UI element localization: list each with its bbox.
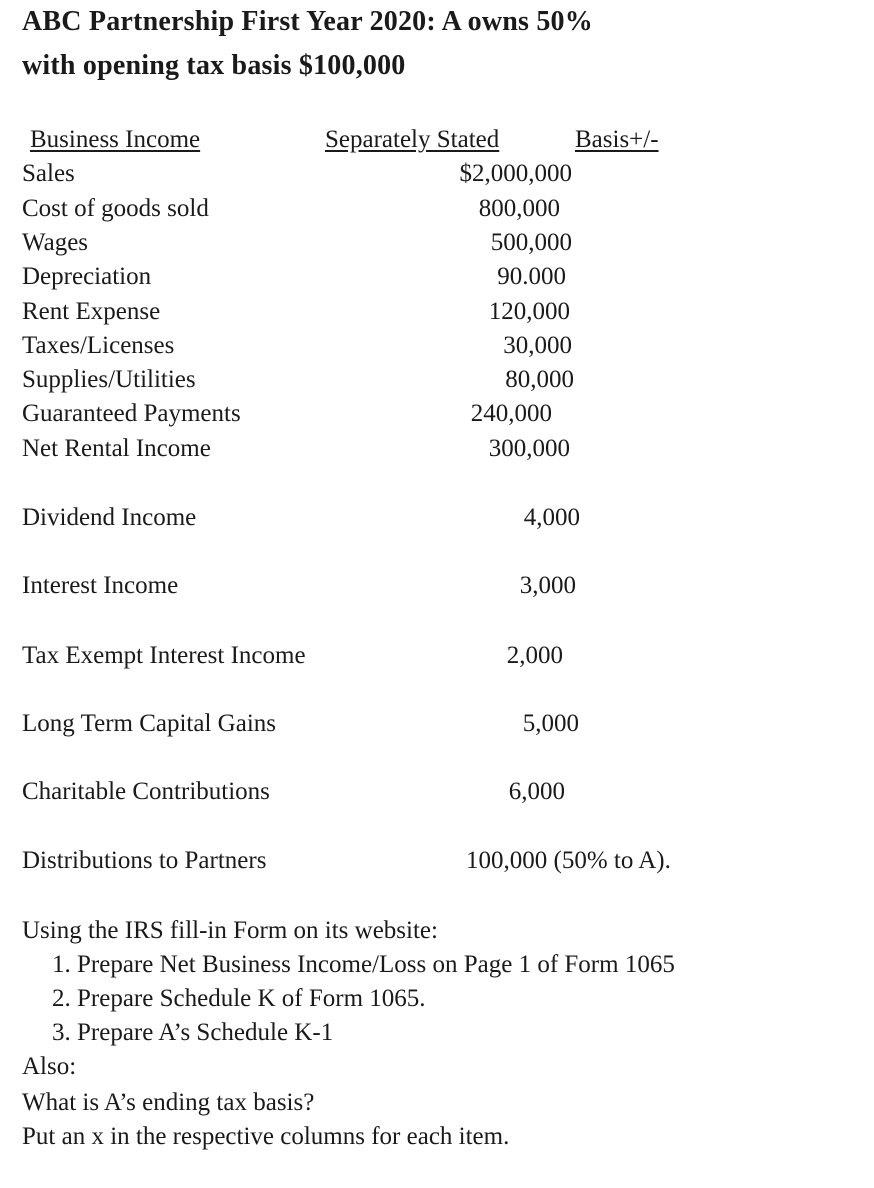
row-value-wages: 500,000	[490, 229, 572, 256]
row-value-charitable-contributions: 6,000	[508, 778, 565, 805]
row-value-supplies-utilities: 80,000	[505, 366, 574, 393]
row-value-long-term-capital-gains: 5,000	[522, 710, 579, 737]
row-label-supplies-utilities: Supplies/Utilities	[22, 366, 196, 393]
instructions-question: What is A’s ending tax basis?	[22, 1089, 315, 1116]
instructions-also: Also:	[22, 1053, 77, 1080]
header-separately-stated: Separately Stated	[325, 126, 500, 153]
row-value-depreciation: 90.000	[497, 263, 566, 290]
row-label-wages: Wages	[22, 229, 89, 256]
row-label-taxes-licenses: Taxes/Licenses	[22, 332, 175, 359]
instruction-item-2: 2. Prepare Schedule K of Form 1065.	[52, 985, 426, 1012]
instructions-note: Put an x in the respective columns for each item.	[22, 1123, 510, 1150]
row-label-cost-of-goods-sold: Cost of goods sold	[22, 195, 209, 222]
page-title-line-1: ABC Partnership First Year 2020: A owns 50%	[22, 6, 593, 37]
row-value-tax-exempt-interest-income: 2,000	[506, 642, 563, 669]
row-label-dividend-income: Dividend Income	[22, 504, 197, 531]
row-label-rent-expense: Rent Expense	[22, 298, 161, 325]
row-label-guaranteed-payments: Guaranteed Payments	[22, 400, 241, 427]
row-value-taxes-licenses: 30,000	[503, 332, 572, 359]
instructions-intro: Using the IRS fill-in Form on its website:	[22, 917, 438, 944]
instruction-item-3: 3. Prepare A’s Schedule K-1	[52, 1019, 334, 1046]
row-label-tax-exempt-interest-income: Tax Exempt Interest Income	[22, 642, 306, 669]
row-label-distributions-to-partners: Distributions to Partners	[22, 847, 267, 874]
row-label-net-rental-income: Net Rental Income	[22, 435, 211, 462]
row-label-sales: Sales	[22, 160, 75, 187]
page-title-line-2: with opening tax basis $100,000	[22, 50, 406, 81]
row-label-charitable-contributions: Charitable Contributions	[22, 778, 270, 805]
row-value-sales: $2,000,000	[459, 160, 572, 187]
row-value-cost-of-goods-sold: 800,000	[478, 195, 560, 222]
instruction-item-1: 1. Prepare Net Business Income/Loss on Page 1 of Form 1065	[52, 951, 675, 978]
row-label-interest-income: Interest Income	[22, 572, 179, 599]
row-value-distributions-to-partners: 100,000 (50% to A).	[466, 847, 671, 874]
row-value-net-rental-income: 300,000	[488, 435, 570, 462]
row-value-rent-expense: 120,000	[488, 298, 570, 325]
row-value-guaranteed-payments: 240,000	[470, 400, 552, 427]
header-business-income: Business Income	[30, 126, 201, 153]
row-label-long-term-capital-gains: Long Term Capital Gains	[22, 710, 276, 737]
header-basis: Basis+/-	[575, 126, 659, 153]
row-value-interest-income: 3,000	[519, 572, 576, 599]
row-label-depreciation: Depreciation	[22, 263, 152, 290]
row-value-dividend-income: 4,000	[523, 504, 580, 531]
